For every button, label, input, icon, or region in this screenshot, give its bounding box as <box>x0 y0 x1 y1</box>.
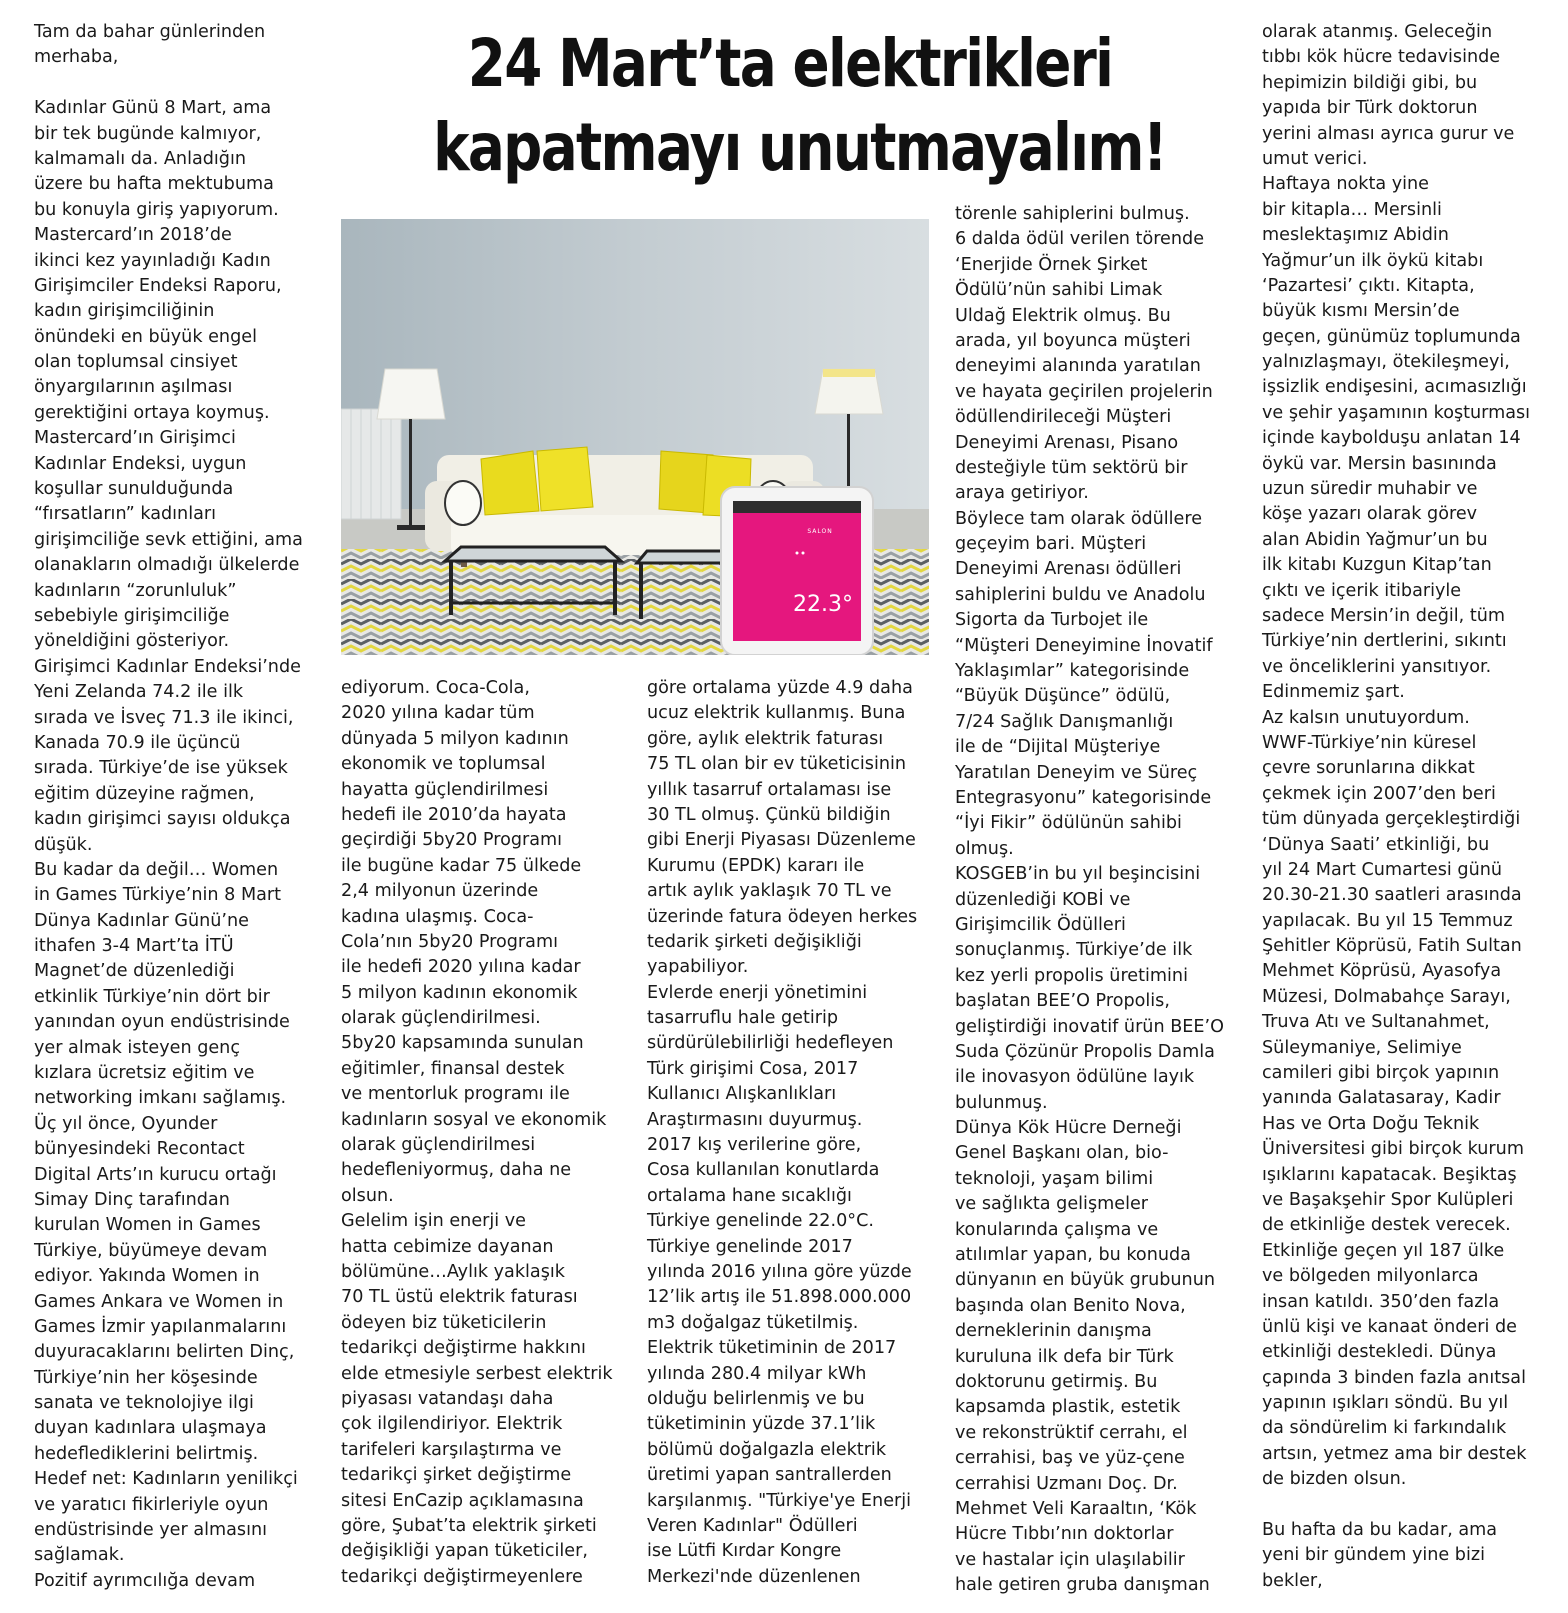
text-line: Hedef net: Kadınların yenilikçi <box>34 1469 298 1490</box>
text-line: üzerinde fatura ödeyen herkes <box>647 906 918 927</box>
text-line: yöneldiğini gösteriyor. <box>34 631 230 652</box>
text-line: yapılacak. Bu yıl 15 Temmuz <box>1262 910 1513 931</box>
text-line: ‘Pazartesi’ çıktı. Kitapta, <box>1262 275 1475 296</box>
text-line: kadına ulaşmış. Coca- <box>341 906 534 927</box>
text-line: başlatan BEE’O Propolis, <box>955 991 1170 1012</box>
text-line: ediyorum. Coca-Cola, <box>341 678 530 698</box>
text-line: kurulan Women in Games <box>34 1215 261 1236</box>
text-line: kadınların “zorunluluk” <box>34 580 237 601</box>
text-line: çapında 3 binden fazla anıtsal <box>1262 1367 1526 1388</box>
text-line: bekler, <box>1262 1570 1323 1591</box>
text-line: Kullanıcı Alışkanlıkları <box>647 1084 837 1105</box>
text-line: eğitimler, finansal destek <box>341 1058 565 1079</box>
text-line: yanından oyun endüstrisinde <box>34 1012 290 1033</box>
text-line: Üniversitesi gibi birçok kurum <box>1262 1139 1524 1160</box>
text-line: eğitim düzeyine rağmen, <box>34 783 255 804</box>
text-line: ve yaratıcı fikirleriyle oyun <box>34 1494 269 1515</box>
text-line: Az kalsın unutuyordum. <box>1262 707 1470 728</box>
text-line: bu konuyla giriş yapıyorum. <box>34 199 279 220</box>
text-line: Veren Kadınlar" Ödülleri <box>647 1515 858 1536</box>
text-line: de bizden olsun. <box>1262 1469 1407 1490</box>
phone-screen-title: SALON <box>807 528 833 535</box>
text-line: çekmek için 2007’den beri <box>1262 783 1496 804</box>
text-line: Üç yıl önce, Oyunder <box>34 1113 218 1134</box>
text-line: 6 dalda ödül verilen törende <box>955 229 1205 250</box>
text-line: 30 TL olmuş. Çünkü bildiğin <box>647 804 891 825</box>
text-line: tedarik şirketi değişikliği <box>647 931 862 952</box>
article-column-4 <box>955 202 1245 1598</box>
text-line: göre ortalama yüzde 4.9 daha <box>647 678 913 698</box>
text-line: 12’lik artış ile 51.898.000.000 <box>647 1287 912 1308</box>
text-line: bölümüne…Aylık yaklaşık <box>341 1261 565 1282</box>
article-column-2 <box>341 676 621 1590</box>
text-line: yapının ışıkları söndü. Bu yıl <box>1262 1393 1509 1414</box>
text-line: tarifeleri karşılaştırma ve <box>341 1439 562 1460</box>
text-line: yalnızlaşmayı, ötekileşmeyi, <box>1262 352 1510 373</box>
text-line: ünlü kişi ve kanaat önderi de <box>1262 1316 1517 1337</box>
text-line: ve hayata geçirilen projelerin <box>955 381 1213 402</box>
text-line: üzere bu hafta mektubuma <box>34 174 274 195</box>
text-line: merhaba, <box>34 47 119 68</box>
text-line: tüketiminin yüzde 37.1’lik <box>647 1414 876 1435</box>
text-line: ve önceliklerini yansıtıyor. <box>1262 656 1492 677</box>
text-line: sitesi EnCazip açıklamasına <box>341 1490 584 1511</box>
text-line: teknoloji, yaşam bilimi <box>955 1168 1154 1189</box>
text-line: dünyanın en büyük grubunun <box>955 1270 1215 1291</box>
text-line: ve Başakşehir Spor Kulüpleri <box>1262 1189 1514 1210</box>
text-line: Suda Çözünür Propolis Damla <box>955 1041 1215 1062</box>
text-line: Uldağ Elektrik olmuş. Bu <box>955 305 1171 326</box>
text-line: ekonomik ve toplumsal <box>341 754 546 775</box>
text-line: “İyi Fikir” ödülünün sahibi <box>955 813 1182 834</box>
headline-line-1: 24 Mart’ta elektrikleri <box>467 25 1113 102</box>
text-line: geliştirdiği inovatif ürün BEE’O <box>955 1016 1224 1037</box>
text-line: olarak güçlendirilmesi. <box>341 1008 541 1029</box>
text-line: doktorunu getirmiş. Bu <box>955 1371 1158 1392</box>
text-line: çok ilgilendiriyor. Elektrik <box>341 1414 563 1435</box>
text-line: Türk girişimi Cosa, 2017 <box>647 1058 859 1079</box>
text-line: Digital Arts’ın kurucu ortağı <box>34 1164 277 1185</box>
text-line: Games Ankara ve Women in <box>34 1291 284 1312</box>
text-line: Girişimcilik Ödülleri <box>955 914 1126 935</box>
text-line: Simay Dinç tarafından <box>34 1189 230 1210</box>
text-line: dünyada 5 milyon kadının <box>341 728 569 749</box>
text-line: artsın, yetmez ama bir destek <box>1262 1443 1527 1464</box>
text-line: Yağmur’un ilk öykü kitabı <box>1262 250 1484 271</box>
text-line: piyasası vatandaşı daha <box>341 1388 554 1409</box>
text-line: başında olan Benito Nova, <box>955 1295 1186 1316</box>
text-line: ve mentorluk programı ile <box>341 1084 570 1105</box>
text-line: alan Abidin Yağmur’un bu <box>1262 529 1488 550</box>
text-line: Böylece tam olarak ödüllere <box>955 508 1203 529</box>
text-line: öykü var. Mersin basınında <box>1262 453 1497 474</box>
text-line: Kanada 70.9 ile üçüncü <box>34 732 241 753</box>
text-line: ile hedefi 2020 yılına kadar <box>341 957 581 978</box>
text-line: ve hastalar için ulaşılabilir <box>955 1549 1185 1570</box>
headline-line-2: kapatmayı unutmayalım! <box>433 109 1167 186</box>
text-line: Dünya Kadınlar Günü’ne <box>34 910 249 931</box>
text-line: Cola’nın 5by20 Programı <box>341 931 558 952</box>
text-line: Kurumu (EPDK) kararı ile <box>647 855 865 876</box>
text-line: Tam da bahar günlerinden <box>34 22 266 42</box>
text-line: tıbbı kök hücre tedavisinde <box>1262 47 1501 68</box>
text-line: olsun. <box>341 1185 394 1206</box>
text-line: yer almak isteyen genç <box>34 1037 241 1058</box>
text-line: “Müşteri Deneyimine İnovatif <box>955 635 1213 656</box>
text-line: insan katıldı. 350’den fazla <box>1262 1291 1500 1312</box>
text-line: hale getiren gruba danışman <box>955 1575 1210 1596</box>
text-line: ucuz elektrik kullanmış. Buna <box>647 703 906 724</box>
text-line: Dünya Kök Hücre Derneği <box>955 1118 1182 1139</box>
text-line: uzun süredir muhabir ve <box>1262 479 1478 500</box>
text-line: bir tek bugünde kalmıyor, <box>34 123 262 144</box>
text-line: sırada ve İsveç 71.3 ile ikinci, <box>34 707 294 728</box>
text-line: ediyor. Yakında Women in <box>34 1266 260 1287</box>
text-line: yapabiliyor. <box>647 957 749 978</box>
text-line: Ödülü’nün sahibi Limak <box>955 280 1163 301</box>
text-line: Mehmet Köprüsü, Ayasofya <box>1262 961 1502 982</box>
text-line: da söndürelim ki farkındalık <box>1262 1418 1507 1439</box>
text-line: in Games Türkiye’nin 8 Mart <box>34 885 282 906</box>
text-line: Türkiye’nin her köşesinde <box>34 1367 258 1388</box>
text-line: endüstrisinde yer almasını <box>34 1520 268 1541</box>
text-line: tedarikçi değiştirme hakkını <box>341 1338 586 1359</box>
text-line: WWF-Türkiye’nin küresel <box>1262 732 1477 753</box>
text-line: Genel Başkanı olan, bio- <box>955 1143 1169 1164</box>
text-line: Kadınlar Günü 8 Mart, ama <box>34 98 272 119</box>
text-line: Yaklaşımlar” kategorisinde <box>955 661 1190 682</box>
text-line: atılımlar yapan, bu konuda <box>955 1245 1191 1266</box>
text-line: “Büyük Düşünce” ödülü, <box>955 686 1171 707</box>
text-line: hepimizin bildiği gibi, bu <box>1262 72 1478 93</box>
text-line: ve bölgeden milyonlarca <box>1262 1266 1479 1287</box>
text-line: ve rekonstrüktif cerrahı, el <box>955 1422 1188 1443</box>
text-line: Deneyimi Arenası, Pisano <box>955 432 1179 453</box>
text-line: Türkiye, büyümeye devam <box>34 1240 268 1261</box>
headline <box>433 22 1167 190</box>
text-line: ortalama hane sıcaklığı <box>647 1185 852 1206</box>
text-line: hedefleniyormuş, daha ne <box>341 1160 572 1181</box>
text-line: yanında Galatasaray, Kadir <box>1262 1088 1501 1109</box>
text-line: düzenlediği KOBİ ve <box>955 889 1131 910</box>
text-line: çevre sorunlarına dikkat <box>1262 758 1475 779</box>
text-line: ile de “Dijital Müşteriye <box>955 737 1161 758</box>
text-line: yıl 24 Mart Cumartesi günü <box>1262 859 1503 880</box>
text-line: camileri gibi birçok yapının <box>1262 1063 1500 1084</box>
text-line: duyan kadınlara ulaşmaya <box>34 1418 267 1439</box>
text-line: de etkinliğe destek verecek. <box>1262 1215 1511 1236</box>
text-line <box>1262 1493 1552 1518</box>
text-line: kadın girişimciliğinin <box>34 301 215 322</box>
text-line: girişimciliğe sevk ettiğini, ama <box>34 529 303 550</box>
phone-temperature-readout: 22.3° <box>793 592 853 617</box>
text-line: konularında çalışma ve <box>955 1219 1159 1240</box>
text-line: tedarikçi şirket değiştirme <box>341 1465 572 1486</box>
text-line: sırada. Türkiye’de ise yüksek <box>34 758 288 779</box>
text-line: işsizlik endişesini, acımasızlığı <box>1262 377 1527 398</box>
text-line: Games İzmir yapılanmalarını <box>34 1316 287 1337</box>
text-line: yıllık tasarruf ortalaması ise <box>647 779 892 800</box>
text-line: ödeyen biz tüketicilerin <box>341 1312 547 1333</box>
text-line: tüm dünyada gerçekleştirdiği <box>1262 809 1521 830</box>
text-line: sadece Mersin’in değil, tüm <box>1262 605 1506 626</box>
text-line: elde etmesiyle serbest elektrik <box>341 1363 613 1384</box>
text-line: Gelelim işin enerji ve <box>341 1211 527 1232</box>
text-line: yılında 280.4 milyar kWh <box>647 1363 867 1384</box>
text-line: Kadınlar Endeksi, uygun <box>34 453 247 474</box>
text-line: hatta cebimize dayanan <box>341 1236 554 1257</box>
text-line: cerrahisi Uzmanı Doç. Dr. <box>955 1473 1178 1494</box>
text-line: olarak güçlendirilmesi <box>341 1135 536 1156</box>
article-column-5 <box>1262 20 1552 1594</box>
text-line: Bu hafta da bu kadar, ama <box>1262 1520 1498 1541</box>
text-line: olmuş. <box>955 838 1014 859</box>
text-line: 70 TL üstü elektrik faturası <box>341 1287 578 1308</box>
text-line: sonuçlanmış. Türkiye’de ilk <box>955 940 1193 961</box>
text-line: artık aylık yaklaşık 70 TL ve <box>647 881 892 902</box>
text-line: Mastercard’ın Girişimci <box>34 428 236 449</box>
text-line: desteğiyle tüm sektörü bir <box>955 457 1188 478</box>
text-line: üretimi yapan santrallerden <box>647 1465 892 1486</box>
text-line: sahiplerini buldu ve Anadolu <box>955 584 1206 605</box>
text-line: olarak atanmış. Geleceğin <box>1262 22 1493 42</box>
text-line: göre, aylık elektrik faturası <box>647 728 884 749</box>
text-line: törenle sahiplerini bulmuş. <box>955 204 1190 224</box>
text-line: 2017 kış verilerine göre, <box>647 1135 862 1156</box>
text-line: Haftaya nokta yine <box>1262 174 1430 195</box>
text-line: kez yerli propolis üretimini <box>955 965 1188 986</box>
text-line: kapsamda plastik, estetik <box>955 1397 1181 1418</box>
text-line: sanata ve teknolojiye ilgi <box>34 1393 254 1414</box>
text-line: Deneyimi Arenası ödülleri <box>955 559 1182 580</box>
text-line: ve şehir yaşamının koşturması <box>1262 402 1531 423</box>
text-line: hedefi ile 2010’da hayata <box>341 804 567 825</box>
text-line: ‘Dünya Saati’ etkinliği, bu <box>1262 834 1490 855</box>
text-line: Girişimci Kadınlar Endeksi’nde <box>34 656 301 677</box>
text-line: ve sağlıkta gelişmeler <box>955 1194 1149 1215</box>
article-photo <box>341 219 929 655</box>
text-line: bir kitapla… Mersinli <box>1262 199 1442 220</box>
text-line: olanakların olmadığı ülkelerde <box>34 555 300 576</box>
text-line: Cosa kullanılan konutlarda <box>647 1160 880 1181</box>
text-line: çıktı ve içerik itibariyle <box>1262 580 1462 601</box>
text-line: araya getiriyor. <box>955 483 1089 504</box>
text-line: 20.30-21.30 saatleri arasında <box>1262 885 1522 906</box>
text-line: 75 TL olan bir ev tüketicisinin <box>647 754 907 775</box>
text-line: geçirdiği 5by20 Programı <box>341 830 563 851</box>
text-line: sağlamak. <box>34 1545 125 1566</box>
text-line: “fırsatların” kadınları <box>34 504 216 525</box>
text-line: köşe yazarı olarak görev <box>1262 504 1478 525</box>
text-line: önyargılarının aşılması <box>34 377 233 398</box>
text-line: Evlerde enerji yönetimini <box>647 982 868 1003</box>
text-line: sebebiyle girişimciliğe <box>34 605 230 626</box>
text-line: ise Lütfi Kırdar Kongre <box>647 1541 842 1562</box>
text-line: Etkinliğe geçen yıl 187 ülke <box>1262 1240 1505 1261</box>
text-line: m3 doğalgaz tüketilmiş. <box>647 1312 859 1333</box>
text-line: Türkiye genelinde 22.0°C. <box>647 1211 874 1232</box>
text-line: 2020 yılına kadar tüm <box>341 703 535 724</box>
text-line: Entegrasyonu” kategorisinde <box>955 787 1212 808</box>
text-line: ile bugüne kadar 75 ülkede <box>341 855 582 876</box>
text-line: bölümü doğalgazla elektrik <box>647 1439 887 1460</box>
text-line: ‘Enerjide Örnek Şirket <box>955 254 1148 275</box>
text-line: Türkiye’nin dertlerini, sıkıntı <box>1262 631 1507 652</box>
text-line: Müzesi, Dolmabahçe Sarayı, <box>1262 986 1511 1007</box>
text-line: yapıda bir Türk doktorun <box>1262 98 1478 119</box>
text-line: KOSGEB’in bu yıl beşincisini <box>955 864 1201 885</box>
text-line: etkinlik Türkiye’nin dört bir <box>34 986 270 1007</box>
text-line <box>34 71 324 96</box>
text-line: tedarikçi değiştirmeyenlere <box>341 1566 583 1587</box>
text-line: Merkezi'nde düzenlenen <box>647 1566 861 1587</box>
text-line: Türkiye genelinde 2017 <box>647 1236 853 1257</box>
text-line: 2,4 milyonun üzerinde <box>341 881 539 902</box>
text-line: olduğu belirlenmiş ve bu <box>647 1388 865 1409</box>
text-line: önündeki en büyük engel <box>34 326 257 347</box>
text-line: 7/24 Sağlık Danışmanlığı <box>955 711 1174 732</box>
text-line: ile inovasyon ödülüne layık <box>955 1067 1195 1088</box>
article-column-1 <box>34 20 324 1594</box>
text-line: 5by20 kapsamında sunulan <box>341 1033 584 1054</box>
article-column-3 <box>647 676 937 1590</box>
text-line: Süleymaniye, Selimiye <box>1262 1037 1462 1058</box>
text-line: Truva Atı ve Sultanahmet, <box>1262 1012 1490 1033</box>
text-line: koşullar sunulduğunda <box>34 479 234 500</box>
text-line: Hücre Tıbbı’nın doktorlar <box>955 1524 1174 1545</box>
text-line: Şehitler Köprüsü, Fatih Sultan <box>1262 936 1522 957</box>
text-line: tasarruflu hale getirip <box>647 1008 839 1029</box>
text-line: Magnet’de düzenlediği <box>34 961 235 982</box>
text-line: yerini alması ayrıca gurur ve <box>1262 123 1515 144</box>
text-line: derneklerinin danışma <box>955 1321 1152 1342</box>
text-line: Mastercard’ın 2018’de <box>34 225 232 246</box>
text-line: ışıklarını kapatacak. Beşiktaş <box>1262 1164 1517 1185</box>
text-line: kalmamalı da. Anladığın <box>34 148 247 169</box>
text-line: kadın girişimci sayısı oldukça <box>34 809 291 830</box>
text-line: Edinmemiz şart. <box>1262 682 1405 703</box>
text-line: büyük kısmı Mersin’de <box>1262 301 1460 322</box>
text-line: Mehmet Veli Karaaltın, ‘Kök <box>955 1498 1197 1519</box>
text-line: sürdürülebilirliği hedefleyen <box>647 1033 894 1054</box>
text-line: hayatta güçlendirilmesi <box>341 779 549 800</box>
text-line: Girişimciler Endeksi Raporu, <box>34 275 282 296</box>
text-line: bünyesindeki Recontact <box>34 1139 245 1160</box>
text-line: değişikliği yapan tüketiciler, <box>341 1541 588 1562</box>
text-line: cerrahisi, baş ve yüz-çene <box>955 1448 1185 1469</box>
text-line: kuruluna ilk defa bir Türk <box>955 1346 1174 1367</box>
text-line: ithafen 3-4 Mart’ta İTÜ <box>34 936 234 957</box>
text-line: yılında 2016 yılına göre yüzde <box>647 1261 912 1282</box>
text-line: kadınların sosyal ve ekonomik <box>341 1109 607 1130</box>
text-line: Sigorta da Turbojet ile <box>955 610 1149 631</box>
text-line: olan toplumsal cinsiyet <box>34 352 238 373</box>
text-line: geçen, günümüz toplumunda <box>1262 326 1521 347</box>
text-line: deneyimi alanında yaratılan <box>955 356 1201 377</box>
text-line: Yeni Zelanda 74.2 ile ilk <box>34 682 244 703</box>
text-line: Araştırmasını duyurmuş. <box>647 1109 863 1130</box>
text-line: düşük. <box>34 834 93 855</box>
text-line: ilk kitabı Kuzgun Kitap’tan <box>1262 555 1492 576</box>
text-line: kızlara ücretsiz eğitim ve <box>34 1063 255 1084</box>
text-line: duyuracaklarını belirten Dinç, <box>34 1342 295 1363</box>
text-line: karşılanmış. "Türkiye'ye Enerji <box>647 1490 912 1511</box>
text-line: meslektaşımız Abidin <box>1262 225 1449 246</box>
text-line: yeni bir gündem yine bizi <box>1262 1545 1485 1566</box>
text-line: Pozitif ayrımcılığa devam <box>34 1570 256 1591</box>
text-line: Bu kadar da değil… Women <box>34 859 279 880</box>
text-line: içinde kaybolduşu anlatan 14 <box>1262 428 1521 449</box>
text-line: Has ve Orta Doğu Teknik <box>1262 1113 1480 1134</box>
text-line: umut verici. <box>1262 148 1368 169</box>
text-line: geçeyim bari. Müşteri <box>955 534 1147 555</box>
text-line: Yaratılan Deneyim ve Süreç <box>955 762 1198 783</box>
text-line: gerektiğini ortaya koymuş. <box>34 402 270 423</box>
text-line: hedeflediklerini belirtmiş. <box>34 1443 259 1464</box>
text-line: ödüllendirileceği Müşteri <box>955 407 1172 428</box>
text-line: göre, Şubat’ta elektrik şirketi <box>341 1515 597 1536</box>
text-line: Elektrik tüketiminin de 2017 <box>647 1338 897 1359</box>
text-line: bulunmuş. <box>955 1092 1048 1113</box>
text-line: networking imkanı sağlamış. <box>34 1088 287 1109</box>
text-line: 5 milyon kadının ekonomik <box>341 982 578 1003</box>
text-line: gibi Enerji Piyasası Düzenleme <box>647 830 916 851</box>
text-line: arada, yıl boyunca müşteri <box>955 330 1191 351</box>
text-line: ikinci kez yayınladığı Kadın <box>34 250 271 271</box>
text-line: etkinliği destekledi. Dünya <box>1262 1342 1497 1363</box>
